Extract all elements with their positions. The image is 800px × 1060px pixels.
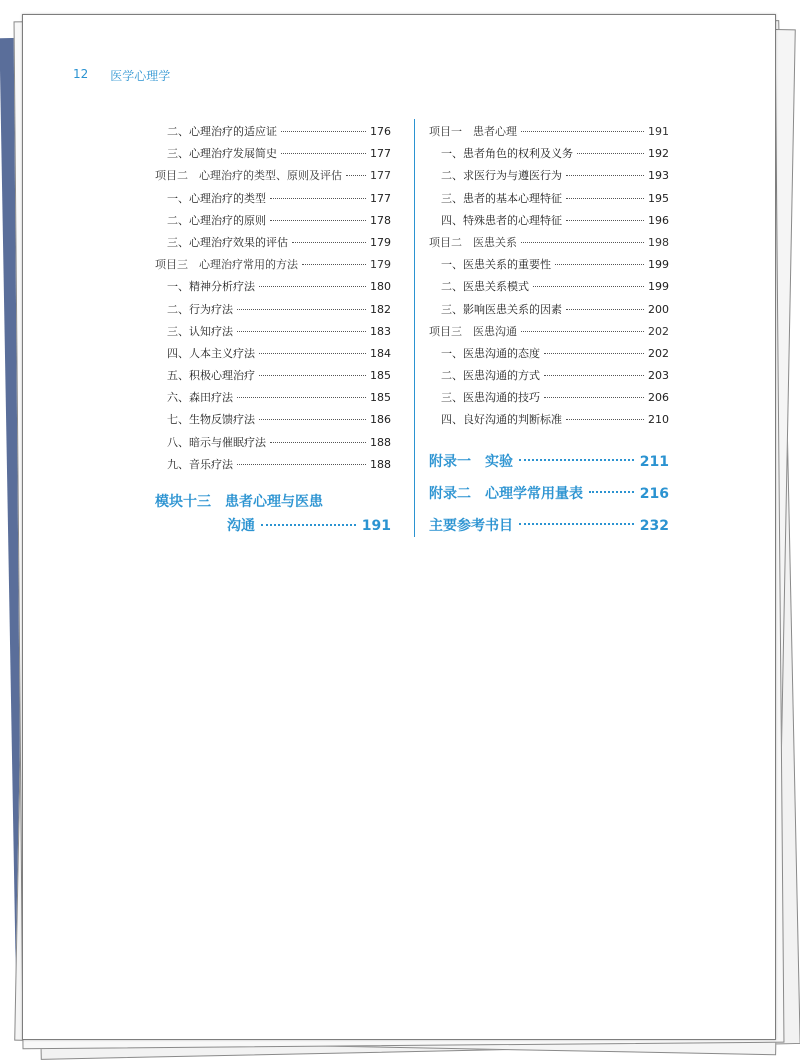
toc-entry[interactable]: [429, 278, 669, 300]
module-title: 模块十三 患者心理与医患: [155, 494, 323, 510]
toc-entry-page: 188: [370, 457, 391, 471]
toc-entry-title: 项目三 医患沟通: [429, 324, 517, 338]
toc-entry-page: 186: [370, 413, 391, 427]
toc-project-entry[interactable]: [429, 323, 669, 345]
toc-entry[interactable]: [429, 167, 669, 189]
toc-entry[interactable]: [155, 367, 391, 389]
leader-dots: [237, 331, 366, 332]
toc-project-entry[interactable]: [155, 167, 391, 189]
leader-dots: [566, 419, 644, 420]
right-entry-list: [429, 123, 669, 434]
toc-entry[interactable]: [155, 190, 391, 212]
toc-entry-page: 203: [648, 369, 669, 383]
toc-entry-title: 三、心理治疗发展简史: [167, 147, 277, 161]
leader-dots: [237, 464, 366, 465]
left-entry-list: [155, 123, 391, 478]
toc-entry-title: 项目二 心理治疗的类型、原则及评估: [155, 169, 342, 183]
toc-entry-page: 178: [370, 213, 391, 227]
toc-page: [22, 14, 776, 1040]
leader-dots: [544, 397, 644, 398]
toc-entry-title: 一、医患关系的重要性: [441, 258, 551, 272]
toc-entry-title: 二、行为疗法: [167, 302, 233, 316]
toc-entry-page: 202: [648, 346, 669, 360]
toc-right-column: [429, 123, 669, 542]
leader-dots: [566, 309, 644, 310]
toc-entry-page: 184: [370, 346, 391, 360]
toc-entry-page: 179: [370, 258, 391, 272]
toc-entry[interactable]: [429, 345, 669, 367]
toc-appendix-entry[interactable]: [429, 478, 669, 510]
toc-entry-title: 主要参考书目: [429, 517, 513, 534]
toc-entry-title: 三、心理治疗效果的评估: [167, 235, 288, 249]
toc-entry[interactable]: [155, 456, 391, 478]
toc-entry-page: 199: [648, 258, 669, 272]
toc-entry-title: 附录一 实验: [429, 453, 513, 470]
toc-entry[interactable]: [429, 145, 669, 167]
toc-entry-title: 项目二 医患关系: [429, 235, 517, 249]
toc-entry-page: 232: [639, 517, 669, 534]
leader-dots: [566, 220, 644, 221]
leader-dots: [261, 524, 356, 526]
toc-entry-page: 177: [370, 147, 391, 161]
toc-entry-title: 二、医患关系模式: [441, 280, 529, 294]
toc-entry-page: 198: [648, 235, 669, 249]
leader-dots: [259, 419, 366, 420]
toc-project-entry[interactable]: [429, 234, 669, 256]
toc-entry-page: 196: [648, 213, 669, 227]
toc-entry-title: 一、心理治疗的类型: [167, 191, 266, 205]
toc-entry-title: 三、医患沟通的技巧: [441, 391, 540, 405]
leader-dots: [259, 375, 366, 376]
toc-appendix-entry[interactable]: [429, 510, 669, 542]
toc-entry-title: 四、良好沟通的判断标准: [441, 413, 562, 427]
leader-dots: [577, 153, 644, 154]
toc-entry-page: 199: [648, 280, 669, 294]
toc-entry[interactable]: [155, 212, 391, 234]
toc-entry-page: 192: [648, 147, 669, 161]
leader-dots: [281, 153, 366, 154]
module-entry[interactable]: [155, 490, 391, 538]
toc-entry[interactable]: [155, 389, 391, 411]
toc-entry-page: 193: [648, 169, 669, 183]
toc-entry[interactable]: [429, 212, 669, 234]
toc-entry-page: 183: [370, 324, 391, 338]
toc-entry[interactable]: [155, 345, 391, 367]
toc-entry-page: 211: [639, 453, 669, 470]
toc-entry-title: 六、森田疗法: [167, 391, 233, 405]
toc-entry-page: 188: [370, 435, 391, 449]
module-page: 191: [361, 518, 391, 534]
toc-entry-page: 210: [648, 413, 669, 427]
toc-entry-title: 三、认知疗法: [167, 324, 233, 338]
leader-dots: [281, 131, 366, 132]
toc-project-entry[interactable]: [155, 256, 391, 278]
toc-entry-page: 182: [370, 302, 391, 316]
leader-dots: [346, 175, 366, 176]
toc-entry-title: 八、暗示与催眠疗法: [167, 435, 266, 449]
leader-dots: [270, 442, 366, 443]
toc-entry-title: 二、医患沟通的方式: [441, 369, 540, 383]
toc-entry-title: 七、生物反馈疗法: [167, 413, 255, 427]
toc-entry-title: 一、医患沟通的态度: [441, 346, 540, 360]
toc-entry-title: 三、影响医患关系的因素: [441, 302, 562, 316]
toc-entry-title: 项目一 患者心理: [429, 125, 517, 138]
appendix-list: [429, 446, 669, 542]
leader-dots: [519, 523, 634, 525]
leader-dots: [544, 353, 644, 354]
toc-entry[interactable]: [155, 278, 391, 300]
toc-left-column: [155, 123, 391, 538]
toc-entry-page: 200: [648, 302, 669, 316]
leader-dots: [519, 459, 634, 461]
toc-entry-title: 九、音乐疗法: [167, 457, 233, 471]
toc-entry-title: 二、求医行为与遵医行为: [441, 169, 562, 183]
toc-entry-title: 项目三 心理治疗常用的方法: [155, 258, 298, 272]
toc-entry-title: 一、精神分析疗法: [167, 280, 255, 294]
toc-entry-page: 216: [639, 485, 669, 502]
toc-appendix-entry[interactable]: [429, 446, 669, 478]
leader-dots: [259, 286, 366, 287]
toc-entry[interactable]: [155, 145, 391, 167]
toc-entry-page: 177: [370, 169, 391, 183]
toc-entry[interactable]: [429, 190, 669, 212]
toc-entry[interactable]: [429, 389, 669, 411]
column-divider: [414, 119, 415, 537]
leader-dots: [237, 309, 366, 310]
toc-entry-page: 191: [648, 125, 669, 138]
toc-entry-page: 177: [370, 191, 391, 205]
leader-dots: [555, 264, 644, 265]
toc-entry-page: 176: [370, 125, 391, 138]
toc-entry[interactable]: [155, 234, 391, 256]
toc-entry[interactable]: [429, 301, 669, 323]
running-head: [73, 67, 170, 84]
module-title-line2: 沟通: [227, 518, 255, 534]
page-number: 12: [73, 67, 89, 81]
book-title: 医学心理学: [110, 69, 171, 83]
toc-entry[interactable]: [155, 301, 391, 323]
toc-entry-title: 二、心理治疗的原则: [167, 213, 266, 227]
toc-entry-title: 二、心理治疗的适应证: [167, 125, 277, 138]
leader-dots: [544, 375, 644, 376]
leader-dots: [302, 264, 366, 265]
toc-entry[interactable]: [155, 123, 391, 145]
leader-dots: [589, 491, 634, 493]
module-title-cont: [155, 514, 391, 538]
toc-entry-title: 一、患者角色的权利及义务: [441, 147, 573, 161]
leader-dots: [292, 242, 366, 243]
toc-entry-page: 180: [370, 280, 391, 294]
toc-entry-page: 185: [370, 369, 391, 383]
leader-dots: [566, 198, 644, 199]
toc-entry[interactable]: [155, 434, 391, 456]
toc-entry-title: 附录二 心理学常用量表: [429, 485, 583, 502]
toc-entry-title: 四、人本主义疗法: [167, 346, 255, 360]
toc-entry-title: 五、积极心理治疗: [167, 369, 255, 383]
toc-entry-page: 195: [648, 191, 669, 205]
leader-dots: [237, 397, 366, 398]
toc-entry-page: 185: [370, 391, 391, 405]
leader-dots: [521, 131, 644, 132]
toc-entry[interactable]: [429, 256, 669, 278]
toc-entry-page: 206: [648, 391, 669, 405]
toc-entry[interactable]: [155, 323, 391, 345]
leader-dots: [270, 198, 366, 199]
leader-dots: [566, 175, 644, 176]
leader-dots: [259, 353, 366, 354]
leader-dots: [521, 242, 644, 243]
toc-entry-title: 四、特殊患者的心理特征: [441, 213, 562, 227]
leader-dots: [533, 286, 644, 287]
leader-dots: [270, 220, 366, 221]
toc-entry-page: 202: [648, 324, 669, 338]
toc-entry[interactable]: [429, 411, 669, 433]
toc-entry[interactable]: [155, 411, 391, 433]
toc-entry-page: 179: [370, 235, 391, 249]
leader-dots: [521, 331, 644, 332]
toc-entry[interactable]: [429, 367, 669, 389]
toc-entry-title: 三、患者的基本心理特征: [441, 191, 562, 205]
toc-project-entry[interactable]: [429, 123, 669, 145]
